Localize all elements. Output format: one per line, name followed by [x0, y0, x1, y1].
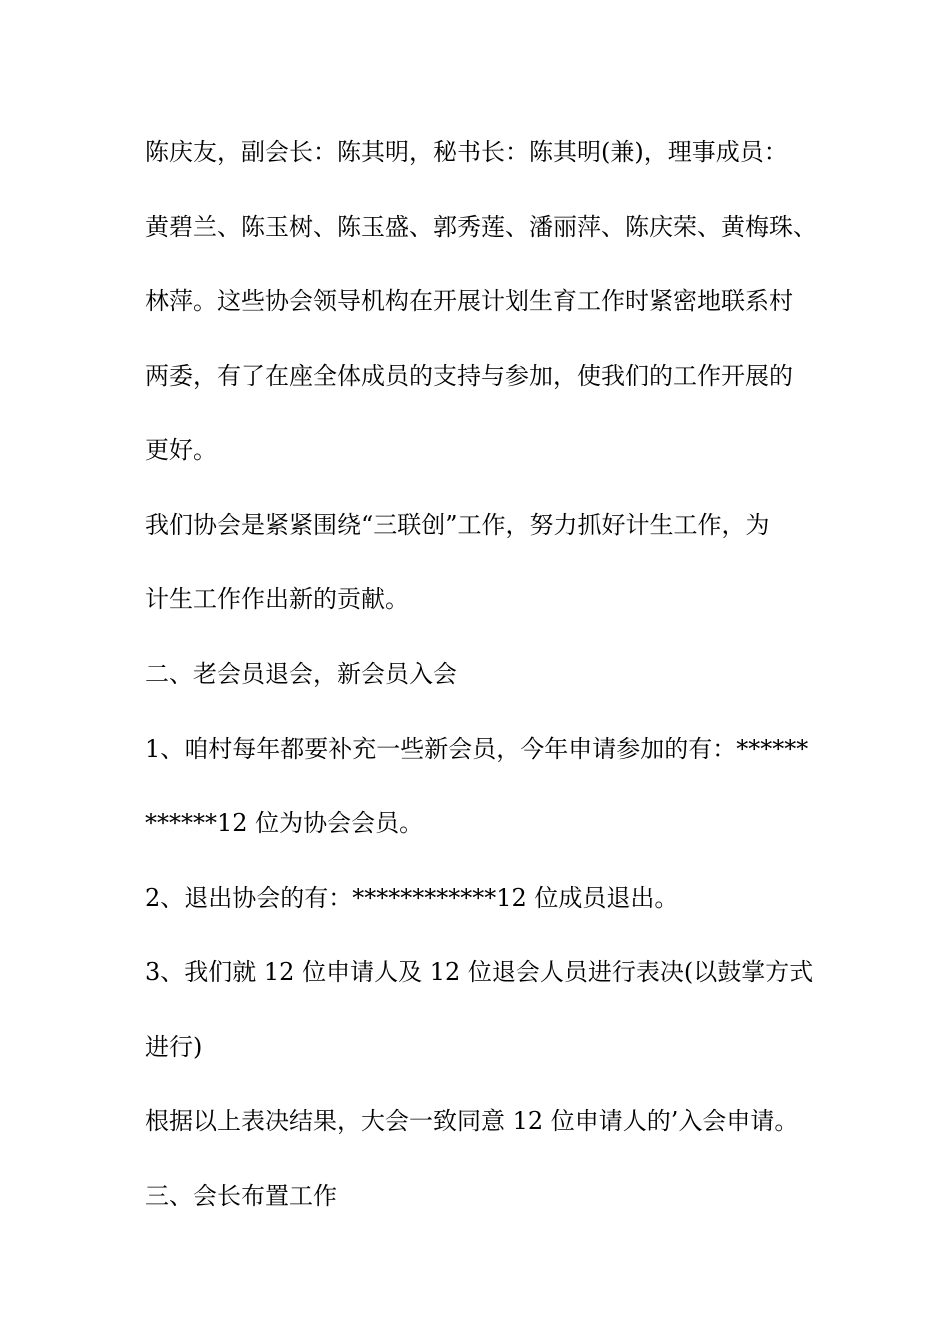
text-line-11: 2、退出协会的有：************12 位成员退出。	[145, 884, 679, 912]
section-heading-2: 二、老会员退会，新会员入会	[145, 660, 457, 688]
text-line-6: 我们协会是紧紧围绕“三联创”工作，努力抓好计生工作，为	[145, 511, 770, 539]
text-line-10: ******12 位为协会会员。	[145, 809, 424, 837]
text-line-12: 3、我们就 12 位申请人及 12 位退会人员进行表决(以鼓掌方式	[145, 958, 814, 986]
text-line-4: 两委，有了在座全体成员的支持与参加，使我们的工作开展的	[145, 362, 793, 390]
text-line-5: 更好。	[145, 436, 217, 464]
text-line-1: 陈庆友，副会长：陈其明，秘书长：陈其明(兼)，理事成员：	[145, 138, 788, 166]
section-heading-3: 三、会长布置工作	[145, 1182, 337, 1210]
text-line-3: 林萍。这些协会领导机构在开展计划生育工作时紧密地联系村	[145, 287, 793, 315]
text-line-9: 1、咱村每年都要补充一些新会员，今年申请参加的有：******	[145, 735, 809, 763]
text-line-7: 计生工作作出新的贡献。	[145, 585, 409, 613]
text-line-2: 黄碧兰、陈玉树、陈玉盛、郭秀莲、潘丽萍、陈庆荣、黄梅珠、	[145, 213, 817, 241]
text-line-13: 进行)	[145, 1033, 203, 1061]
text-line-14: 根据以上表决结果，大会一致同意 12 位申请人的’入会申请。	[145, 1107, 799, 1135]
